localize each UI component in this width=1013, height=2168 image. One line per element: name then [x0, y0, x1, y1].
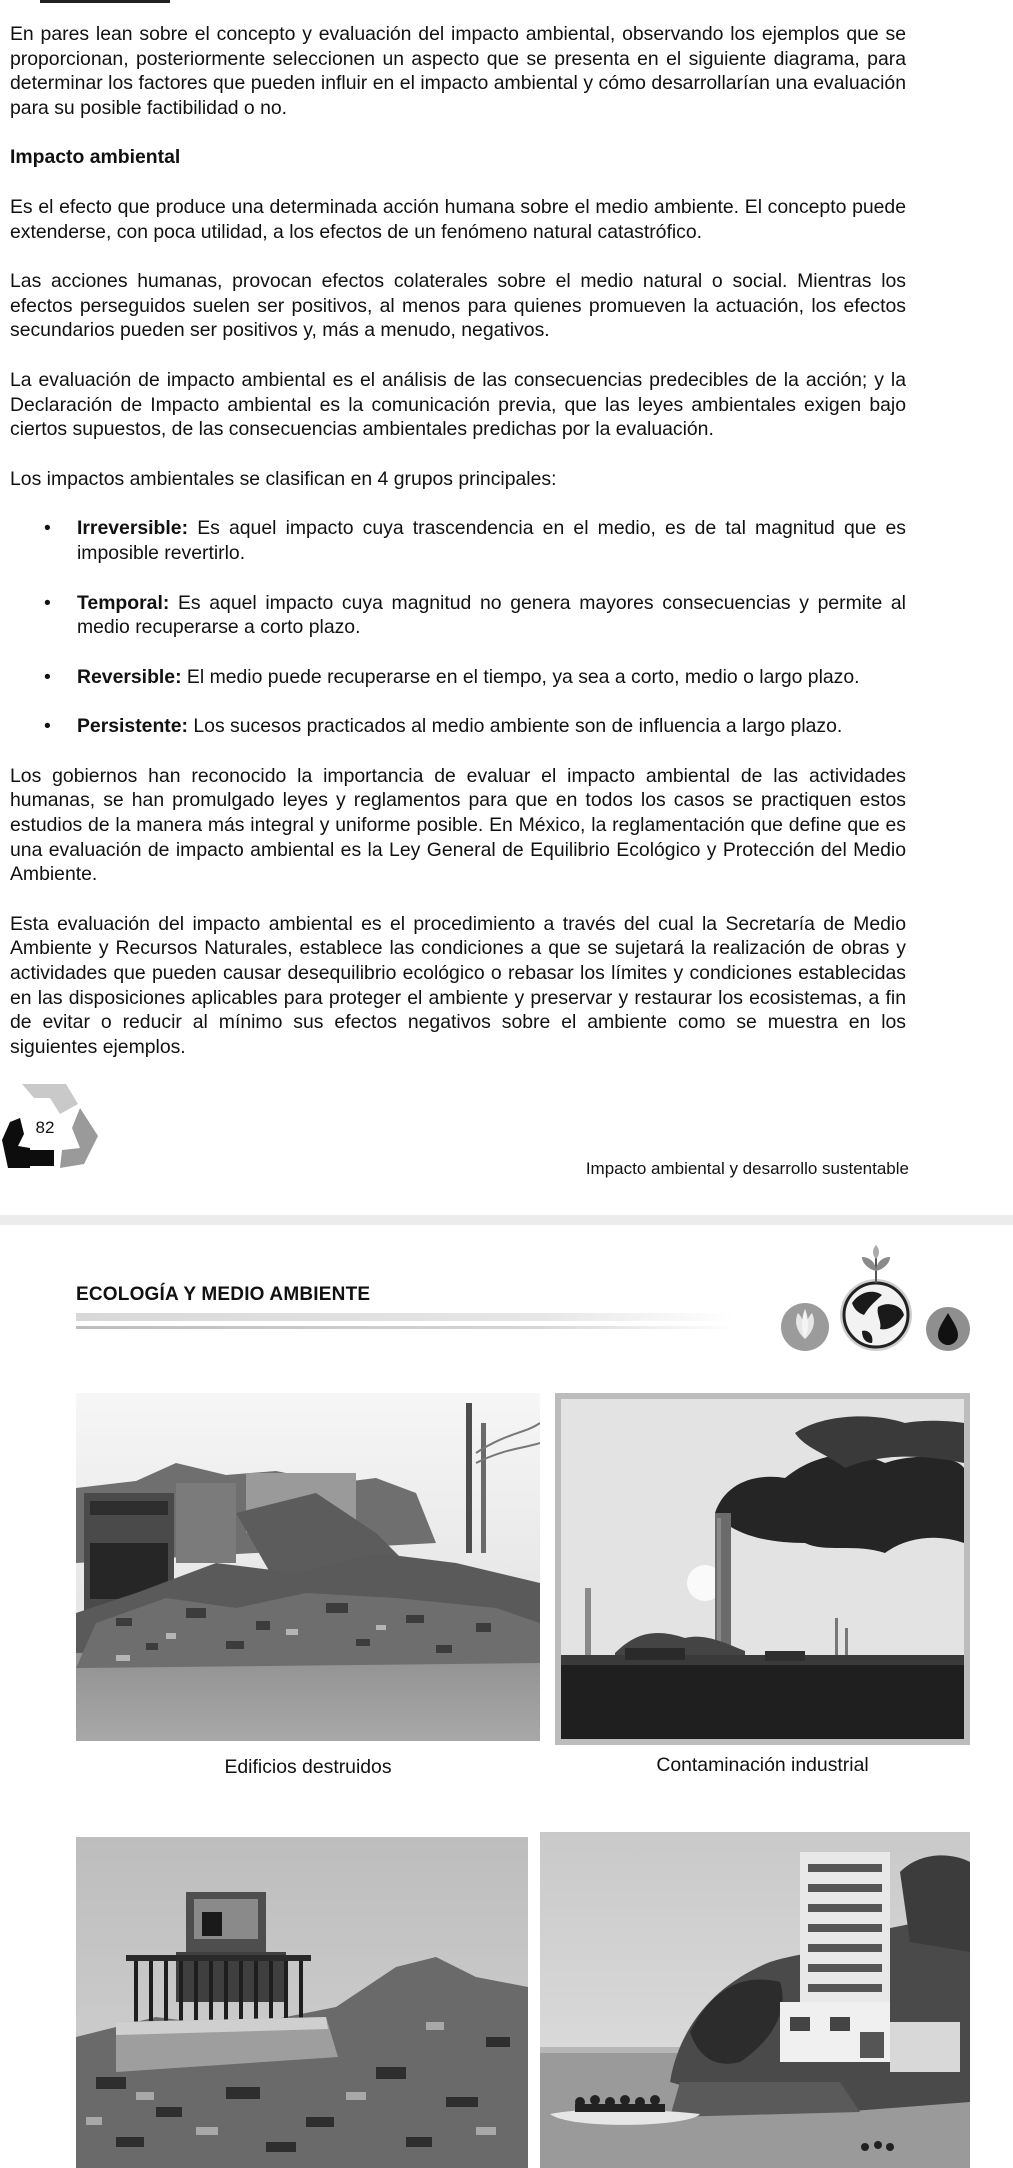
- definition-paragraph: Es el efecto que produce una determinada acción humana sobre el medio ambiente. El concepto puede extenderse, con poca utilidad, a los efectos de un fenómeno natural catastrófico.: [10, 195, 906, 243]
- ecology-emblem-icon: [778, 1245, 974, 1355]
- section-heading: Impacto ambiental: [10, 146, 181, 169]
- page-footer: Impacto ambiental y desarrollo sustentable: [585, 1159, 909, 1178]
- term-definition: Es aquel impacto cuya trascendencia en el medio, es de tal magnitud que es imposible revertirlo.: [77, 517, 906, 564]
- term-label: Temporal:: [77, 591, 170, 614]
- term-definition: Es aquel impacto cuya magnitud no genera mayores consecuencias y permite al medio recuperarse a corto plazo.: [77, 591, 906, 639]
- photo-caption: Contaminación industrial: [656, 1754, 869, 1776]
- header-rule-thin: [76, 1326, 736, 1329]
- term-definition: Los sucesos practicados al medio ambiente son de influencia a largo plazo.: [188, 715, 843, 738]
- page-separator: [0, 1215, 1013, 1225]
- page-content: [10, 22, 906, 1084]
- photo-coastal-construction: [540, 1832, 970, 2168]
- impact-types-list: [10, 516, 906, 739]
- government-paragraph: Los gobiernos han reconocido la importancia de evaluar el impacto ambiental de las actividades humanas, se han promulgado leyes y reglamentos para que en todos los casos se practiquen estos estudios de la manera más integral y uniforme posible. En México, la reglamentación que define que es una evaluación de impacto ambiental es la Ley General de Equilibrio Ecológico y Protección del Medio Ambiente.: [10, 764, 906, 886]
- intro-paragraph: En pares lean sobre el concepto y evaluación del impacto ambiental, observando los ejemplos que se proporcionan, posteriormente seleccionen un aspecto que se presenta en el siguiente diagrama, para determinar los factores que pueden influir en el impacto ambiental y cómo desarrollarían una evaluación para su posible factibilidad o no.: [10, 23, 906, 119]
- page-number: 82: [35, 1118, 55, 1137]
- term-label: Irreversible:: [77, 517, 189, 540]
- effects-paragraph: Las acciones humanas, provocan efectos colaterales sobre el medio natural o social. Mientras los efectos perseguidos suelen ser positivos, al menos para quienes promueven la actuación, los efectos secundarios pueden ser positivos y, más a menudo, negativos.: [10, 270, 906, 342]
- header-rule: [76, 1313, 736, 1321]
- list-item-persistente: [77, 714, 906, 739]
- photo-industrial-pollution: [555, 1393, 970, 1745]
- next-page: [0, 1225, 1013, 2168]
- term-label: Reversible:: [77, 665, 182, 688]
- photo-landfill-bulldozer: [76, 1837, 528, 2168]
- semarnat-paragraph: Esta evaluación del impacto ambiental es el procedimiento a través del cual la Secretaría de Medio Ambiente y Recursos Naturales, establece las condiciones a que se sujetará la realización de obras y actividades que pueden causar desequilibrio ecológico o rebasar los límites y condiciones establecidas en las disposiciones aplicables para proteger el ambiente y preservar y restaurar los ecosistemas, a fin de evitar o reducir al mínimo sus efectos negativos sobre el ambiente como se muestra en los siguientes ejemplos.: [10, 912, 906, 1058]
- section-header: ECOLOGÍA Y MEDIO AMBIENTE: [76, 1284, 371, 1305]
- classification-intro: Los impactos ambientales se clasifican en 4 grupos principales:: [10, 467, 557, 490]
- photo-caption: Edificios destruidos: [224, 1756, 392, 1778]
- evaluation-paragraph: La evaluación de impacto ambiental es el análisis de las consecuencias predecibles de la acción; y la Declaración de Impacto ambiental es la comunicación previa, que las leyes ambientales exigen bajo ciertos supuestos, de las consecuencias ambientales predichas por la evaluación.: [10, 368, 906, 441]
- term-definition: El medio puede recuperarse en el tiempo, ya sea a corto, medio o largo plazo.: [181, 665, 860, 688]
- top-rule: [40, 0, 170, 3]
- list-item-irreversible: [77, 516, 906, 565]
- list-item-reversible: [77, 665, 906, 690]
- photo-destroyed-buildings: [76, 1393, 540, 1741]
- list-item-temporal: [77, 591, 906, 640]
- term-label: Persistente:: [77, 715, 189, 738]
